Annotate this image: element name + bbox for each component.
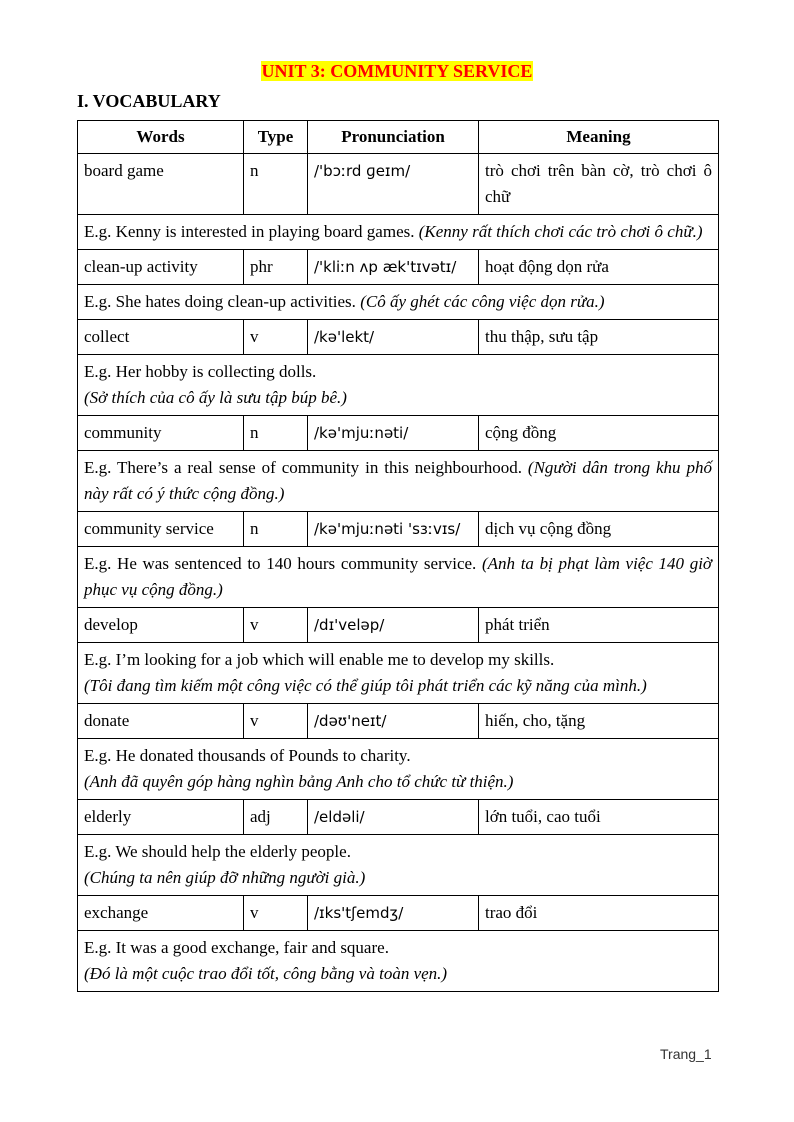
meaning-cell: trò chơi trên bàn cờ, trò chơi ô chữ (479, 154, 719, 215)
example-cell (78, 643, 719, 704)
table-row (78, 320, 719, 355)
example-vietnamese: (Kenny rất thích chơi các trò chơi ô chữ.) (418, 222, 703, 241)
header-pronunciation: Pronunciation (308, 121, 479, 154)
example-english: E.g. We should help the elderly people. (84, 842, 351, 861)
example-english: E.g. There’s a real sense of community in this neighbourhood. (84, 458, 522, 477)
example-english: E.g. He donated thousands of Pounds to charity. (84, 746, 411, 765)
word-cell: develop (78, 608, 244, 643)
vocabulary-table (77, 120, 719, 992)
meaning-cell: hoạt động dọn rửa (479, 250, 719, 285)
example-english: E.g. I’m looking for a job which will enable me to develop my skills. (84, 650, 555, 669)
pronunciation-cell: /ɪks'tʃemdʒ/ (308, 896, 479, 931)
title-container (0, 60, 794, 82)
table-row (78, 512, 719, 547)
meaning-cell: hiến, cho, tặng (479, 704, 719, 739)
example-row (78, 739, 719, 800)
type-cell: v (244, 608, 308, 643)
example-row (78, 547, 719, 608)
example-cell (78, 835, 719, 896)
example-cell (78, 355, 719, 416)
example-vietnamese: (Tôi đang tìm kiếm một công việc có thể giúp tôi phát triển các kỹ năng của mình.) (84, 676, 647, 695)
meaning-cell: phát triển (479, 608, 719, 643)
table-row (78, 896, 719, 931)
table-row (78, 608, 719, 643)
pronunciation-cell: /kə'mjuːnəti/ (308, 416, 479, 451)
example-cell (78, 547, 719, 608)
example-cell (78, 215, 719, 250)
example-vietnamese: (Anh đã quyên góp hàng nghìn bảng Anh cho tổ chức từ thiện.) (84, 772, 514, 791)
example-row (78, 835, 719, 896)
meaning-cell: thu thập, sưu tập (479, 320, 719, 355)
word-cell: exchange (78, 896, 244, 931)
example-row (78, 355, 719, 416)
page-number: Trang_1 (660, 1046, 712, 1062)
word-cell: collect (78, 320, 244, 355)
pronunciation-cell: /dəʊ'neɪt/ (308, 704, 479, 739)
example-english: E.g. She hates doing clean-up activities. (84, 292, 356, 311)
example-vietnamese: (Người dân trong khu phố này rất có ý thức cộng đồng.) (84, 458, 712, 503)
word-cell: board game (78, 154, 244, 215)
header-type: Type (244, 121, 308, 154)
example-english: E.g. He was sentenced to 140 hours community service. (84, 554, 477, 573)
word-cell: donate (78, 704, 244, 739)
header-meaning: Meaning (479, 121, 719, 154)
type-cell: v (244, 704, 308, 739)
type-cell: n (244, 512, 308, 547)
example-english: E.g. It was a good exchange, fair and square. (84, 938, 389, 957)
word-cell: community (78, 416, 244, 451)
table-row (78, 250, 719, 285)
example-vietnamese: (Đó là một cuộc trao đổi tốt, công bằng và toàn vẹn.) (84, 964, 448, 983)
example-english: E.g. Her hobby is collecting dolls. (84, 362, 317, 381)
pronunciation-cell: /'kliːn ʌp æk'tɪvətɪ/ (308, 250, 479, 285)
example-row (78, 451, 719, 512)
meaning-cell: dịch vụ cộng đồng (479, 512, 719, 547)
table-header-row (78, 121, 719, 154)
word-cell: community service (78, 512, 244, 547)
table-row (78, 704, 719, 739)
type-cell: n (244, 416, 308, 451)
unit-title: UNIT 3: COMMUNITY SERVICE (261, 61, 533, 81)
example-english: E.g. Kenny is interested in playing board games. (84, 222, 415, 241)
table-row (78, 416, 719, 451)
pronunciation-cell: /'bɔːrd ɡeɪm/ (308, 154, 479, 215)
example-vietnamese: (Sở thích của cô ấy là sưu tập búp bê.) (84, 388, 347, 407)
word-cell: elderly (78, 800, 244, 835)
example-cell (78, 285, 719, 320)
example-row (78, 285, 719, 320)
type-cell: v (244, 320, 308, 355)
meaning-cell: lớn tuổi, cao tuổi (479, 800, 719, 835)
meaning-cell: cộng đồng (479, 416, 719, 451)
example-vietnamese: (Cô ấy ghét các công việc dọn rửa.) (360, 292, 605, 311)
example-vietnamese: (Chúng ta nên giúp đỡ những người già.) (84, 868, 366, 887)
example-row (78, 643, 719, 704)
pronunciation-cell: /dɪ'veləp/ (308, 608, 479, 643)
example-cell (78, 451, 719, 512)
example-cell (78, 931, 719, 992)
pronunciation-cell: /kə'lekt/ (308, 320, 479, 355)
table-row (78, 154, 719, 215)
table-row (78, 800, 719, 835)
type-cell: n (244, 154, 308, 215)
section-heading: I. VOCABULARY (77, 91, 221, 111)
example-vietnamese: (Anh ta bị phạt làm việc 140 giờ phục vụ cộng đồng.) (84, 554, 713, 599)
pronunciation-cell: /kə'mjuːnəti 'sɜːvɪs/ (308, 512, 479, 547)
pronunciation-cell: /eldəli/ (308, 800, 479, 835)
type-cell: adj (244, 800, 308, 835)
word-cell: clean-up activity (78, 250, 244, 285)
type-cell: v (244, 896, 308, 931)
example-row (78, 931, 719, 992)
example-row (78, 215, 719, 250)
header-words: Words (78, 121, 244, 154)
meaning-cell: trao đổi (479, 896, 719, 931)
example-cell (78, 739, 719, 800)
type-cell: phr (244, 250, 308, 285)
